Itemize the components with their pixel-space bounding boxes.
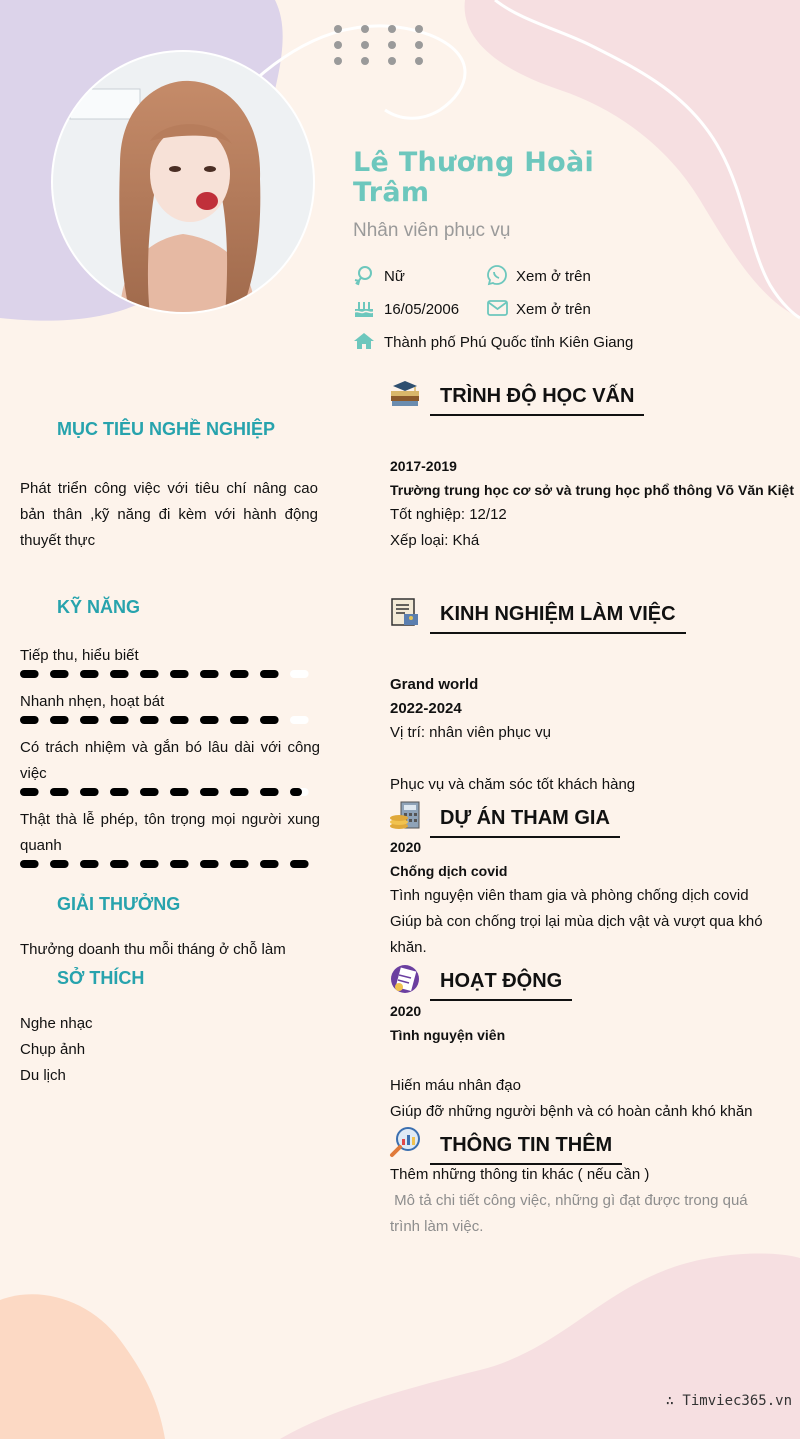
experience-heading	[430, 603, 686, 634]
gender-value: Nữ	[384, 268, 405, 285]
hobby-item: Du lịch	[20, 1067, 66, 1084]
skill-bar-segment-fill	[290, 860, 309, 868]
awards-heading: GIẢI THƯỞNG	[57, 894, 181, 914]
birthdate-value: 16/05/2006	[384, 301, 460, 318]
skill-bar-segment-fill	[140, 716, 159, 724]
skill-bar-segment-fill	[50, 788, 69, 796]
skill-bar-segment-fill	[110, 788, 129, 796]
skill-bar-segment-fill	[200, 670, 219, 678]
phone-value: Xem ở trên	[516, 268, 591, 285]
objective-heading: MỤC TIÊU NGHỀ NGHIỆP	[57, 419, 276, 439]
skills-heading: KỸ NĂNG	[57, 597, 141, 617]
more-info-heading-text: THÔNG TIN THÊM	[440, 1134, 613, 1156]
skill-bar-segment-fill	[20, 788, 39, 796]
skill-bar-segment-fill	[260, 788, 279, 796]
skill-bar-segment-fill	[20, 670, 39, 678]
brand-logo-icon: ∴	[665, 1393, 683, 1409]
hobby-item: Nghe nhạc	[20, 1015, 93, 1032]
more-info-heading	[430, 1134, 622, 1165]
phone-icon	[486, 264, 508, 286]
activity-icon	[389, 963, 421, 995]
skill-bar-segment-track	[290, 670, 309, 678]
skill-bar-segment-fill	[80, 860, 99, 868]
skill-bar-segment-fill	[170, 788, 189, 796]
skill-bar-segment-fill	[140, 670, 159, 678]
skill-bar-segment-fill	[110, 670, 129, 678]
skill-bar-segment-fill	[230, 716, 249, 724]
skill-bar-segment-fill	[260, 670, 279, 678]
skill-bar-segment-fill	[170, 716, 189, 724]
birthday-cake-icon	[353, 298, 375, 320]
skill-label: Có trách nhiệm và gắn bó lâu dài với công việc	[20, 739, 320, 782]
skill-bar-segment-fill	[260, 860, 279, 868]
project-year: 2020	[390, 839, 422, 855]
education-heading	[430, 385, 644, 416]
skill-bar-segment-fill	[260, 716, 279, 724]
skill-bar-segment-fill	[140, 788, 159, 796]
work-experience-icon	[389, 596, 421, 628]
projects-heading	[430, 807, 620, 838]
hobby-item: Chụp ảnh	[20, 1041, 86, 1058]
skill-bar-segment-fill	[230, 670, 249, 678]
skill-label: Tiếp thu, hiểu biết	[20, 647, 139, 664]
skill-bar-segment-fill	[20, 860, 39, 868]
skill-bar-segment-fill	[140, 860, 159, 868]
skill-bar-segment-fill	[110, 860, 129, 868]
skill-bar-segment-fill	[20, 716, 39, 724]
hobbies-heading: SỞ THÍCH	[57, 968, 145, 988]
more-info-placeholder: Mô tả chi tiết công việc, những gì đạt được trong quá trình làm việc.	[390, 1192, 752, 1235]
skill-bar-segment-track	[290, 716, 309, 724]
skill-bar-segment-fill	[50, 860, 69, 868]
activity-description: Giúp đỡ những người bệnh và có hoàn cảnh khó khăn	[390, 1103, 753, 1120]
skill-bar-segment-fill	[200, 788, 219, 796]
experience-position: Vị trí: nhân viên phục vụ	[390, 724, 551, 741]
skill-bar-segment-fill	[50, 670, 69, 678]
activities-heading-text: HOẠT ĐỘNG	[440, 970, 563, 992]
education-rank: Xếp loại: Khá	[390, 532, 480, 549]
skill-bar-segment-fill	[200, 716, 219, 724]
projects-heading-text: DỰ ÁN THAM GIA	[440, 807, 610, 829]
avatar	[50, 49, 316, 315]
footer-brand[interactable]	[666, 1393, 792, 1409]
project-coins-calculator-icon	[389, 800, 421, 832]
skill-bar-segment-fill	[290, 788, 302, 796]
analytics-magnifier-icon	[389, 1126, 421, 1158]
skill-bar-segment-fill	[110, 716, 129, 724]
skill-bar-segment-fill	[80, 670, 99, 678]
graduation-books-icon	[389, 378, 421, 410]
skill-bar	[20, 669, 320, 679]
brand-text: Timviec365.vn	[682, 1393, 792, 1409]
skill-label: Thật thà lễ phép, tôn trọng mọi người xung quanh	[20, 811, 320, 854]
skill-bar	[20, 859, 320, 869]
skill-bar-segment-fill	[80, 788, 99, 796]
skill-bar	[20, 787, 320, 797]
awards-text: Thưởng doanh thu mỗi tháng ở chỗ làm	[20, 941, 286, 958]
education-heading-text: TRÌNH ĐỘ HỌC VẤN	[440, 385, 635, 407]
project-description: Tình nguyện viên tham gia và phòng chống dịch covid	[390, 887, 749, 904]
education-period: 2017-2019	[390, 458, 457, 474]
gender-icon	[353, 264, 375, 286]
experience-description: Phục vụ và chăm sóc tốt khách hàng	[390, 776, 636, 793]
skill-bar-segment-fill	[80, 716, 99, 724]
skill-bar-segment-fill	[50, 716, 69, 724]
job-title: Nhân viên phục vụ	[353, 220, 511, 241]
activity-name: Tình nguyện viên	[390, 1027, 506, 1043]
skill-bar-segment-fill	[200, 860, 219, 868]
skill-bar-segment-fill	[230, 860, 249, 868]
address-value: Thành phố Phú Quốc tỉnh Kiên Giang	[384, 334, 634, 351]
skill-bar-segment-fill	[230, 788, 249, 796]
objective-text: Phát triển công việc với tiêu chí nâng cao bản thân ,kỹ năng đi kèm với hành động thuyết thực	[20, 480, 318, 549]
education-graduation: Tốt nghiệp: 12/12	[390, 506, 507, 523]
education-school: Trường trung học cơ sở và trung học phổ thông Võ Văn Kiệt	[390, 482, 794, 498]
email-icon	[486, 298, 510, 318]
skill-bar	[20, 715, 320, 725]
activity-year: 2020	[390, 1003, 422, 1019]
skill-bar-segment-fill	[170, 860, 189, 868]
activity-description: Hiến máu nhân đạo	[390, 1077, 521, 1094]
candidate-name: Lê Thương Hoài Trâm	[353, 147, 595, 208]
more-info-text: Thêm những thông tin khác ( nếu cần )	[390, 1166, 650, 1183]
project-name: Chống dịch covid	[390, 863, 508, 879]
email-value: Xem ở trên	[516, 301, 591, 318]
home-icon	[353, 331, 375, 351]
activities-heading	[430, 970, 572, 1001]
project-description: Giúp bà con chống trọi lại mùa dịch vật và vượt qua khó khăn.	[390, 913, 763, 956]
experience-company: Grand world	[390, 676, 479, 693]
experience-heading-text: KINH NGHIỆM LÀM VIỆC	[440, 603, 676, 625]
skill-label: Nhanh nhẹn, hoạt bát	[20, 693, 165, 710]
skill-bar-segment-fill	[170, 670, 189, 678]
experience-period: 2022-2024	[390, 700, 462, 717]
